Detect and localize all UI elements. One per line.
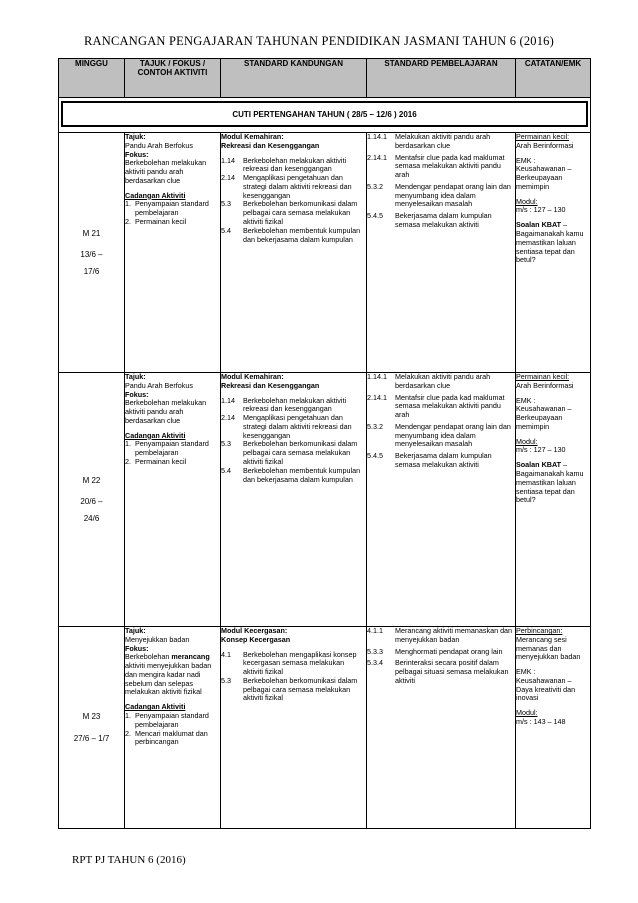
tajuk-text: Pandu Arah Berfokus (125, 140, 193, 150)
tajuk-cell (125, 373, 221, 627)
list-item: 4.1 Berkebolehan mengaplikasi konsep kecergasan semasa melakukan aktiviti fizikal (221, 649, 357, 677)
list-item: 1. Penyampaian standard pembelajaran (125, 439, 209, 458)
catatan-head: Permainan kecil: (516, 372, 570, 381)
catatan-head-text: Merancang sesi memanas dan menyejukkan badan (516, 634, 581, 662)
list-item: 5.3.2 Mendengar pendapat orang lain dan menyumbang idea dalam menyelesaikan masalah (367, 421, 511, 449)
break-row (59, 98, 591, 133)
emk-label: EMK : (516, 667, 536, 677)
modul-label: Modul: (516, 196, 538, 206)
cuti-banner: CUTI PERTENGAHAN TAHUN ( 28/5 – 12/6 ) 2016 (61, 101, 588, 127)
modul-pages: m/s : 143 – 148 (516, 717, 566, 727)
modul-label: Modul: (516, 436, 538, 446)
list-item: 2. Mencari maklumat dan perbincangan (125, 728, 208, 747)
kbat-line: Soalan KBAT – (516, 460, 567, 470)
cadangan-label: Cadangan Aktiviti (125, 430, 186, 440)
modul-sub: Rekreasi dan Kesenggangan (221, 140, 320, 150)
cadangan-label: Cadangan Aktiviti (125, 702, 186, 712)
list-item: 2. Permainan kecil (125, 457, 187, 467)
list-item: 5.3.3 Menghormati pendapat orang lain (367, 646, 503, 656)
standard-pembelajaran-cell (367, 373, 516, 627)
list-item: 1. Penyampaian standard pembelajaran (125, 711, 209, 729)
catatan-head-text: Arah Berinformasi (516, 380, 574, 390)
page-footer: RPT PJ TAHUN 6 (2016) (72, 854, 186, 866)
col-minggu: MINGGU (59, 59, 125, 98)
standard-kandungan-cell (221, 133, 367, 373)
table-row (59, 627, 591, 829)
catatan-cell (516, 627, 591, 829)
tajuk-text: Pandu Arah Berfokus (125, 380, 193, 390)
catatan-cell (516, 133, 591, 373)
modul-label: Modul: (516, 708, 538, 718)
list-item: 2.14 Mengaplikasi pengetahuan dan strategi dalam aktiviti rekreasi dan kesenggangan (221, 173, 352, 200)
list-item: 2. Permainan kecil (125, 217, 187, 227)
standard-pembelajaran-cell (367, 133, 516, 373)
modul-pages: m/s : 127 – 130 (516, 445, 566, 455)
col-catatan: CATATAN/EMK (516, 59, 591, 98)
modul-sub: Konsep Kecergasan (221, 634, 291, 644)
col-standard-pembelajaran: STANDARD PEMBELAJARAN (367, 59, 516, 98)
emk-text: Keusahawanan – Berkeupayaan memimpin (516, 404, 572, 431)
col-tajuk: TAJUK / FOKUS / CONTOH AKTIVITI (125, 59, 221, 98)
week-number: M 23 (82, 712, 101, 722)
week-dates-end: 17/6 (83, 267, 100, 277)
standard-kandungan-cell (221, 373, 367, 627)
week-dates: 20/6 – (80, 496, 103, 506)
catatan-head: Perbincangan: (516, 626, 563, 635)
kbat-text: Bagaimanakah kamu memastikan laluan sentiasa tepat dan betul? (516, 469, 584, 505)
page-header: RANCANGAN PENGAJARAN TAHUNAN PENDIDIKAN JASMANI TAHUN 6 (2016) (83, 34, 554, 48)
fokus-text: Berkebolehan melakukan aktiviti pandu arah berdasarkan clue (125, 158, 207, 185)
catatan-cell (516, 373, 591, 627)
tajuk-cell (125, 133, 221, 373)
kbat-text: Bagaimanakah kamu memastikan laluan sentiasa tepat dan betul? (516, 229, 584, 265)
list-item: 2.14.1 Mentafsir clue pada kad maklumat semasa melakukan aktiviti pandu arah (367, 152, 505, 180)
tajuk-label: Tajuk: (125, 626, 146, 635)
week-cell (59, 133, 125, 373)
week-dates-end: 24/6 (83, 514, 100, 524)
catatan-head: Permainan kecil: (516, 132, 570, 141)
list-item: 5.3 Berkebolehan berkomunikasi dalam pelbagai cara semasa melakukan aktiviti fizikal (221, 675, 358, 703)
rpt-table (58, 58, 591, 829)
fokus-label: Fokus: (125, 643, 149, 653)
list-item: 1. Penyampaian standard pembelajaran (125, 199, 209, 218)
week-cell (59, 627, 125, 829)
list-item: 5.3 Berkebolehan berkomunikasi dalam pelbagai cara semasa melakukan aktiviti fizikal (221, 199, 358, 227)
week-cell (59, 373, 125, 627)
list-item: 5.3.2 Mendengar pendapat orang lain dan menyumbang idea dalam menyelesaikan masalah (367, 181, 511, 209)
list-item: 1.14 Berkebolehan melakukan aktiviti rekreasi dan kesenggangan (221, 395, 347, 414)
tajuk-cell (125, 627, 221, 829)
list-item: 5.4 Berkebolehan membentuk kumpulan dan bekerjasama dalam kumpulan (221, 465, 361, 484)
modul-title: Modul Kecergasan: (221, 626, 288, 635)
col-standard-kandungan: STANDARD KANDUNGAN (221, 59, 367, 98)
week-dates: 13/6 – (80, 249, 103, 259)
modul-title: Modul Kemahiran: (221, 132, 284, 141)
emk-text: Keusahawanan – Berkeupayaan memimpin (516, 164, 572, 191)
emk-label: EMK : (516, 395, 536, 405)
standard-kandungan-cell (221, 627, 367, 829)
list-item: 5.4.5 Bekerjasama dalam kumpulan semasa melakukan aktiviti (367, 211, 492, 230)
cadangan-label: Cadangan Aktiviti (125, 190, 186, 200)
header-row (59, 59, 591, 98)
week-dates: 27/6 – 1/7 (73, 733, 110, 743)
list-item: 5.4 Berkebolehan membentuk kumpulan dan bekerjasama dalam kumpulan (221, 225, 361, 244)
table-row (59, 373, 591, 627)
modul-sub: Rekreasi dan Kesenggangan (221, 380, 320, 390)
modul-pages: m/s : 127 – 130 (516, 205, 566, 215)
list-item: 5.3.4 Berinteraksi secara positif dalam pelbagai situasi semasa melakukan aktiviti (367, 658, 509, 685)
list-item: 2.14.1 Mentafsir clue pada kad maklumat semasa melakukan aktiviti pandu arah (367, 392, 505, 420)
list-item: 1.14 Berkebolehan melakukan aktiviti rekreasi dan kesenggangan (221, 155, 347, 174)
table-row (59, 133, 591, 373)
list-item: 5.4.5 Bekerjasama dalam kumpulan semasa melakukan aktiviti (367, 451, 492, 470)
tajuk-label: Tajuk: (125, 372, 146, 381)
fokus-label: Fokus: (125, 389, 149, 399)
emk-text: Keusahawanan – Daya kreativiti dan inovasi (516, 675, 576, 703)
catatan-head-text: Arah Berinformasi (516, 140, 574, 150)
tajuk-text: Menyejukkan badan (125, 634, 190, 644)
standard-pembelajaran-cell (367, 627, 516, 829)
list-item: 1.14.1 Melakukan aktiviti pandu arah berdasarkan clue (367, 372, 491, 390)
fokus-label: Fokus: (125, 149, 149, 159)
kbat-line: Soalan KBAT – (516, 220, 567, 230)
tajuk-label: Tajuk: (125, 132, 146, 141)
list-item: 4.1.1 Merancang aktiviti memanaskan dan menyejukkan badan (367, 626, 513, 644)
list-item: 2.14 Mengaplikasi pengetahuan dan strategi dalam aktiviti rekreasi dan kesenggangan (221, 413, 352, 440)
week-number: M 22 (82, 475, 101, 485)
fokus-text: Berkebolehan merancang aktiviti menyejukkan badan dan mengira kadar nadi sebelum dan selepas melakukan aktiviti fizikal (125, 652, 212, 697)
modul-title: Modul Kemahiran: (221, 372, 284, 381)
list-item: 5.3 Berkebolehan berkomunikasi dalam pelbagai cara semasa melakukan aktiviti fizikal (221, 439, 358, 467)
fokus-text: Berkebolehan melakukan aktiviti pandu arah berdasarkan clue (125, 398, 207, 425)
list-item: 1.14.1 Melakukan aktiviti pandu arah berdasarkan clue (367, 132, 491, 150)
emk-label: EMK : (516, 155, 536, 165)
week-number: M 21 (82, 228, 101, 238)
